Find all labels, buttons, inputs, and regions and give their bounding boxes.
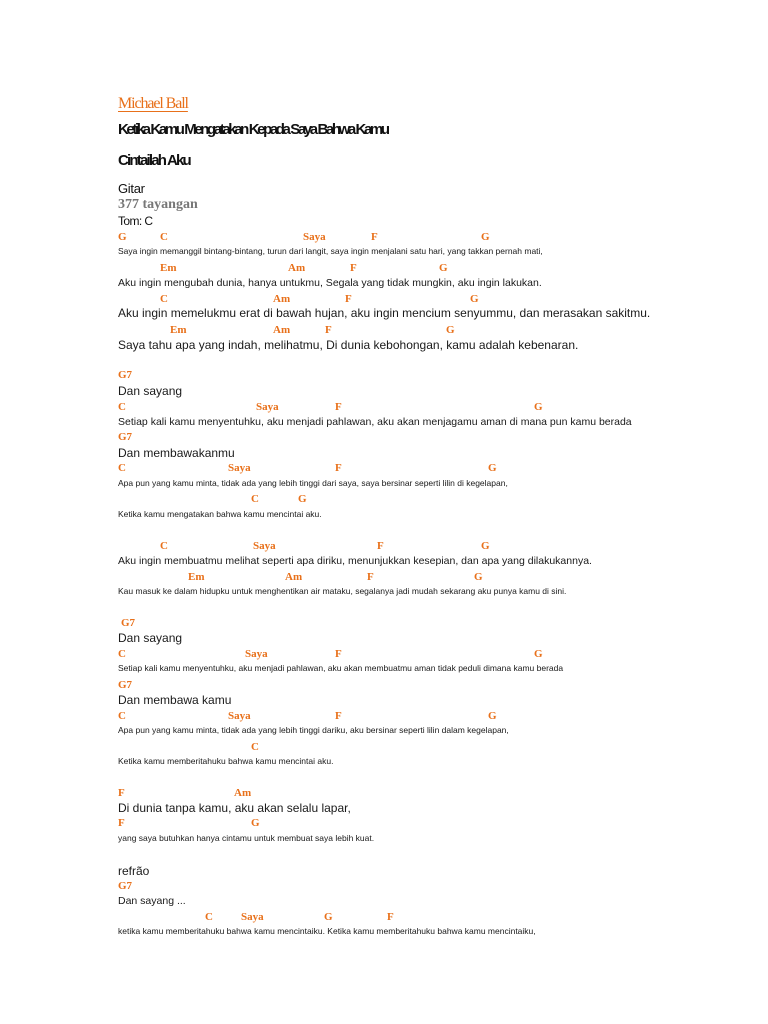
chord: G <box>488 710 497 722</box>
lyric-line: Apa pun yang kamu minta, tidak ada yang lebih tinggi dariku, aku bersinar seperti lilin dalam kegelapan, <box>118 725 509 735</box>
chord: Saya <box>245 648 268 660</box>
chord: F <box>387 911 394 923</box>
chord: G <box>298 493 307 505</box>
chord: G <box>251 817 260 829</box>
chord: C <box>118 648 126 660</box>
chord: G7 <box>118 880 133 892</box>
lyric-line: yang saya butuhkan hanya cintamu untuk membuat saya lebih kuat. <box>118 833 375 843</box>
chord: Am <box>285 571 303 583</box>
chord: F <box>335 462 342 474</box>
song-key: Tom: C <box>118 214 153 228</box>
lyric-line: Aku ingin mengubah dunia, hanya untukmu, Segala yang tidak mungkin, aku ingin lakukan. <box>118 277 542 289</box>
chord: C <box>160 540 168 552</box>
chord: G <box>324 911 333 923</box>
chord: G <box>446 324 455 336</box>
chord: C <box>118 401 126 413</box>
lyric-line: Dan membawa kamu <box>118 693 232 707</box>
chord: Em <box>160 262 177 274</box>
chord: F <box>118 817 125 829</box>
chord: C <box>251 493 259 505</box>
chord: Saya <box>228 462 251 474</box>
lyric-line: Dan sayang ... <box>118 895 186 907</box>
chord: F <box>335 648 342 660</box>
artist-link[interactable]: Michael Ball <box>118 95 188 112</box>
chord: G <box>470 293 479 305</box>
chord: F <box>345 293 352 305</box>
chord: F <box>371 231 378 243</box>
chord: G7 <box>118 369 133 381</box>
chord: G <box>488 462 497 474</box>
chord: F <box>377 540 384 552</box>
chord: G7 <box>121 617 136 629</box>
chord: Saya <box>241 911 264 923</box>
lyric-line: Aku ingin memelukmu erat di bawah hujan, aku ingin mencium senyummu, dan merasakan sakitmu. <box>118 306 651 320</box>
lyric-line: Saya ingin memanggil bintang-bintang, turun dari langit, saya ingin menjalani satu hari, yang takkan pernah mati, <box>118 246 543 256</box>
lyric-line: Ketika kamu mengatakan bahwa kamu mencintai aku. <box>118 509 322 519</box>
chord: Saya <box>256 401 279 413</box>
lyric-line: Kau masuk ke dalam hidupku untuk menghentikan air mataku, segalanya jadi mudah sekarang aku punya kamu di sini. <box>118 586 567 596</box>
chord: G <box>481 540 490 552</box>
chord: C <box>118 710 126 722</box>
lyric-line: Dan sayang <box>118 384 183 398</box>
lyric-line: Aku ingin membuatmu melihat seperti apa diriku, menunjukkan kesepian, dan apa yang dilakukannya. <box>118 555 592 567</box>
chord: Am <box>234 787 252 799</box>
lyric-line: Apa pun yang kamu minta, tidak ada yang lebih tinggi dari saya, saya bersinar seperti lilin di kegelapan, <box>118 478 508 488</box>
chord: C <box>205 911 213 923</box>
chord: Em <box>170 324 187 336</box>
chord: Em <box>188 571 205 583</box>
chord: G <box>439 262 448 274</box>
chord: G <box>534 401 543 413</box>
chord: G7 <box>118 679 133 691</box>
chord: G <box>118 231 127 243</box>
chord: C <box>118 462 126 474</box>
chord: Saya <box>303 231 326 243</box>
chord: Am <box>288 262 306 274</box>
chord: Am <box>273 293 291 305</box>
instrument-label: Gitar <box>118 181 145 196</box>
song-title-line-2: Cintailah Aku <box>118 152 190 169</box>
chord: G7 <box>118 431 133 443</box>
lyric-line: Ketika kamu memberitahuku bahwa kamu mencintai aku. <box>118 756 334 766</box>
chord: F <box>325 324 332 336</box>
chord: F <box>335 401 342 413</box>
song-title-line-1: Ketika Kamu Mengatakan Kepada Saya Bahwa Kamu <box>118 121 388 138</box>
chord: F <box>350 262 357 274</box>
lyric-line: Di dunia tanpa kamu, aku akan selalu lapar, <box>118 801 351 815</box>
chord: C <box>160 231 168 243</box>
lyric-line: Setiap kali kamu menyentuhku, aku menjadi pahlawan, aku akan menjagamu aman di mana pun kamu berada <box>118 416 632 428</box>
lyric-line: Dan membawakanmu <box>118 446 235 460</box>
chord: F <box>367 571 374 583</box>
lyric-line: ketika kamu memberitahuku bahwa kamu mencintaiku. Ketika kamu memberitahuku bahwa kamu mencintaiku, <box>118 926 536 936</box>
chord: G <box>481 231 490 243</box>
chord: G <box>474 571 483 583</box>
chord: F <box>118 787 125 799</box>
section-label-refrain: refrão <box>118 864 150 878</box>
chord: C <box>160 293 168 305</box>
chord: C <box>251 741 259 753</box>
lyric-line: Saya tahu apa yang indah, melihatmu, Di dunia kebohongan, kamu adalah kebenaran. <box>118 338 579 352</box>
chord: G <box>534 648 543 660</box>
lyric-line: Dan sayang <box>118 631 183 645</box>
view-count: 377 tayangan <box>118 197 198 212</box>
chord: Am <box>273 324 291 336</box>
chord: F <box>335 710 342 722</box>
lyric-line: Setiap kali kamu menyentuhku, aku menjadi pahlawan, aku akan membuatmu aman tidak peduli dimana kamu berada <box>118 663 564 673</box>
chord: Saya <box>253 540 276 552</box>
chord: Saya <box>228 710 251 722</box>
